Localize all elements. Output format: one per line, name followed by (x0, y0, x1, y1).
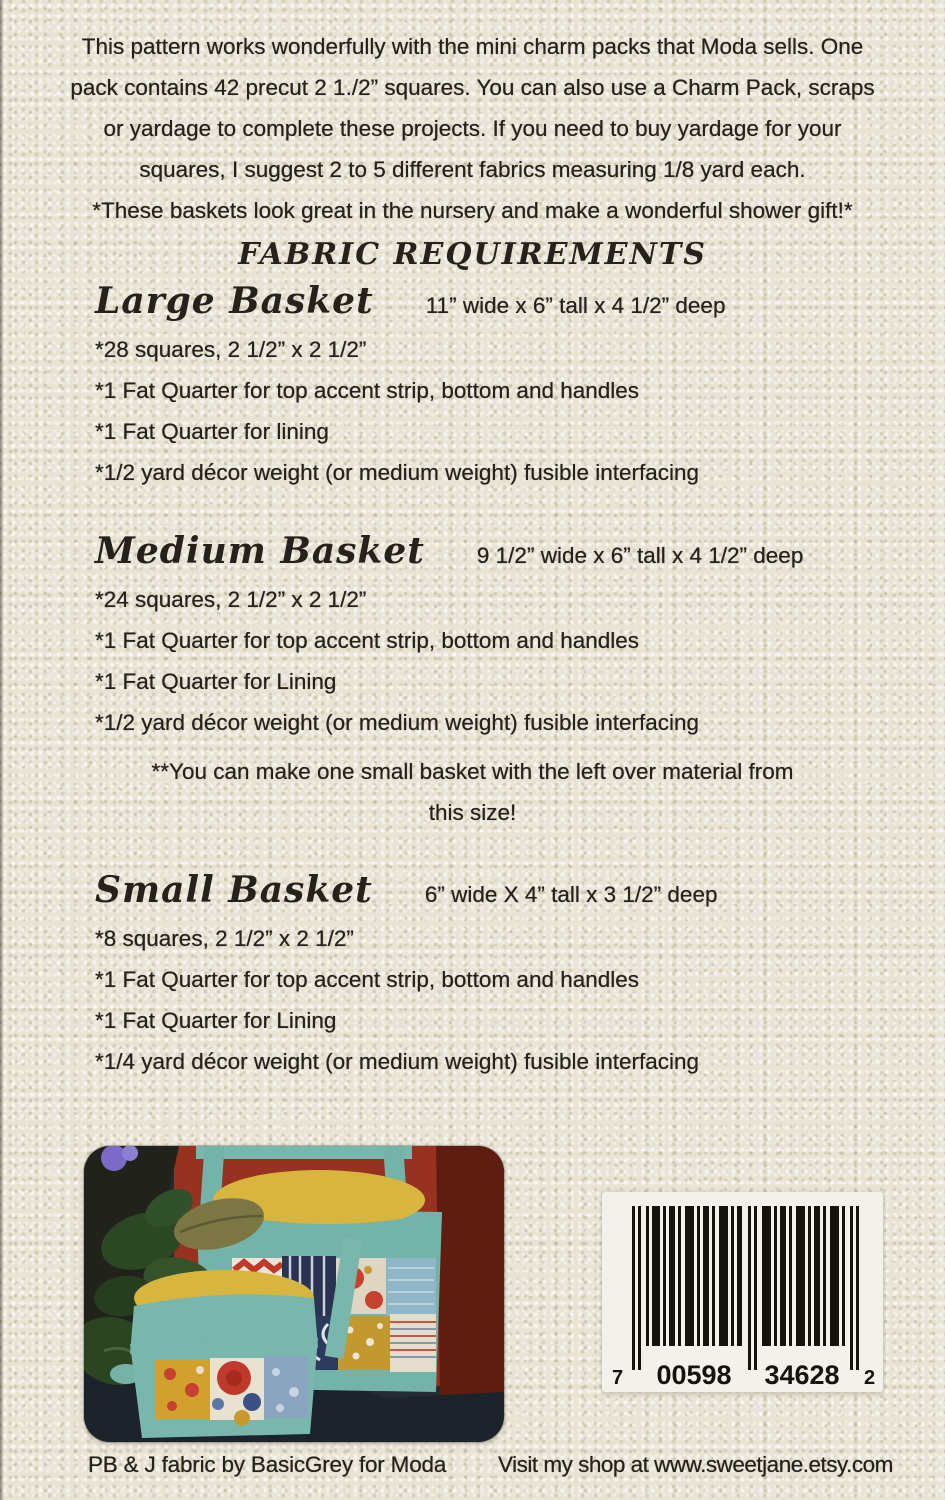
requirement-item: *1 Fat Quarter for top accent strip, bottom and handles (95, 628, 640, 653)
intro-line: or yardage to complete these projects. If you need to buy yardage for your (103, 116, 842, 141)
requirement-item: *1/2 yard décor weight (or medium weight) fusible interfacing (95, 710, 700, 735)
photo-caption: PB & J fabric by BasicGrey for Moda (88, 1452, 447, 1477)
requirement-item: *1 Fat Quarter for Lining (95, 669, 337, 694)
barcode-group-1: 00598 (656, 1360, 732, 1390)
medium-basket-note-line: **You can make one small basket with the left over material from (151, 759, 794, 784)
barcode-digit-left: 7 (612, 1367, 624, 1389)
medium-basket-title: Medium Basket (95, 530, 425, 572)
small-basket-title: Small Basket (95, 869, 373, 911)
medium-basket-note-line: this size! (428, 800, 517, 825)
barcode-group-2: 34628 (764, 1360, 840, 1390)
requirement-item: *1/4 yard décor weight (or medium weight) fusible interfacing (95, 1049, 700, 1074)
section-large-basket (95, 280, 945, 486)
large-basket-dimensions: 11” wide x 6” tall x 4 1/2” deep (425, 293, 726, 318)
requirement-item: *1 Fat Quarter for lining (95, 419, 329, 444)
large-basket-items (95, 337, 945, 486)
small-basket-dimensions: 6” wide X 4” tall x 3 1/2” deep (424, 882, 718, 907)
medium-basket-items (95, 587, 945, 736)
small-basket-header (95, 869, 945, 911)
barcode (602, 1192, 883, 1392)
requirement-item: *28 squares, 2 1/2” x 2 1/2” (95, 337, 367, 362)
medium-basket-dimensions: 9 1/2” wide x 6” tall x 4 1/2” deep (476, 543, 804, 568)
intro-line: This pattern works wonderfully with the mini charm packs that Moda sells. One (81, 34, 864, 59)
section-small-basket (95, 869, 945, 1075)
basket-photo (84, 1146, 504, 1442)
requirement-item: *8 squares, 2 1/2” x 2 1/2” (95, 926, 354, 951)
medium-basket-header (95, 530, 945, 572)
intro-line: *These baskets look great in the nursery and make a wonderful shower gift!* (92, 198, 853, 223)
barcode-digit-right: 2 (864, 1367, 876, 1389)
large-basket-header (95, 280, 945, 322)
fabric-requirements-heading: FABRIC REQUIREMENTS (238, 237, 707, 272)
intro-line: squares, I suggest 2 to 5 different fabrics measuring 1/8 yard each. (139, 157, 806, 182)
shop-text: Visit my shop at www.sweetjane.etsy.com (498, 1452, 893, 1477)
large-basket-title: Large Basket (95, 280, 374, 322)
requirement-item: *24 squares, 2 1/2” x 2 1/2” (95, 587, 367, 612)
barcode-graphic (602, 1192, 883, 1392)
basket-photo-illustration (84, 1146, 504, 1442)
barcode-bars (632, 1206, 859, 1370)
requirement-item: *1/2 yard décor weight (or medium weight) fusible interfacing (95, 460, 700, 485)
intro-paragraph (0, 0, 945, 231)
requirement-item: *1 Fat Quarter for top accent strip, bottom and handles (95, 967, 640, 992)
small-basket-items (95, 926, 945, 1075)
requirement-item: *1 Fat Quarter for top accent strip, bottom and handles (95, 378, 640, 403)
medium-basket-note (0, 751, 945, 833)
requirement-item: *1 Fat Quarter for Lining (95, 1008, 337, 1033)
intro-line: pack contains 42 precut 2 1./2” squares. You can also use a Charm Pack, scraps (70, 75, 875, 100)
section-medium-basket (95, 530, 945, 736)
